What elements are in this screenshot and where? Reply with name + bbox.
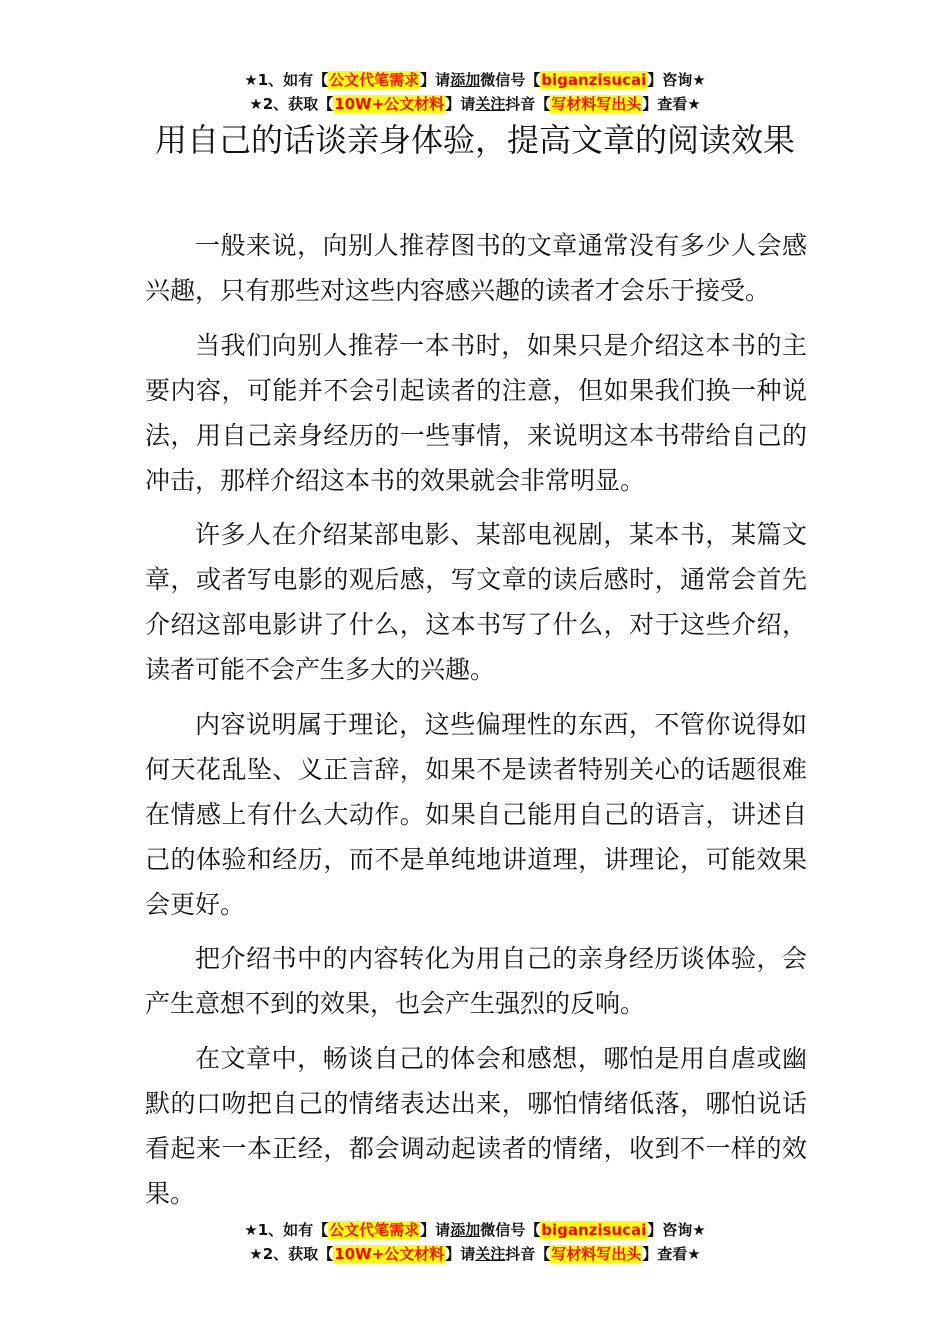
- paragraph: 把介绍书中的内容转化为用自己的亲身经历谈体验，会产生意想不到的效果，也会产生强烈的反响。: [145, 944, 807, 1018]
- ad-highlight: biganzisucai: [541, 71, 647, 89]
- ad-line-2: [0, 92, 950, 116]
- ad-line-2: [0, 1242, 950, 1266]
- ad-text: 抖音【: [505, 95, 551, 113]
- document-body: [145, 223, 807, 1225]
- ad-underline: 关注: [475, 95, 506, 113]
- ad-text: 微信号【: [480, 71, 541, 89]
- ad-text: ★2、获取【: [249, 95, 334, 113]
- ad-highlight: 10W+公文材料: [334, 1245, 445, 1263]
- ad-text: ★2、获取【: [249, 1245, 334, 1263]
- ad-text: 微信号【: [480, 1221, 541, 1239]
- paragraph: 在文章中，畅谈自己的体会和感想，哪怕是用自虐或幽默的口吻把自己的情绪表达出来，哪怕情绪低落，哪怕说话看起来一本正经，都会调动起读者的情绪，收到不一样的效果。: [145, 1043, 807, 1208]
- ad-highlight: 写材料写出头: [551, 95, 642, 113]
- ad-line-1: [0, 68, 950, 92]
- header-ad: [0, 68, 950, 116]
- ad-highlight: 公文代笔需求: [329, 71, 420, 89]
- footer-ad: [0, 1218, 950, 1266]
- ad-highlight: biganzisucai: [541, 1221, 647, 1239]
- ad-underline: 添加: [450, 1221, 481, 1239]
- document-title: 用自己的话谈亲身体验，提高文章的阅读效果: [154, 121, 795, 159]
- ad-text: 】查看★: [642, 1245, 701, 1263]
- ad-highlight: 10W+公文材料: [334, 95, 445, 113]
- ad-underline: 关注: [475, 1245, 506, 1263]
- ad-text: 】请: [420, 71, 451, 89]
- ad-underline: 添加: [450, 71, 481, 89]
- paragraph: 一般来说，向别人推荐图书的文章通常没有多少人会感兴趣，只有那些对这些内容感兴趣的读者才会乐于接受。: [145, 231, 807, 305]
- paragraph: 许多人在介绍某部电影、某部电视剧，某本书，某篇文章，或者写电影的观后感，写文章的读后感时，通常会首先介绍这部电影讲了什么，这本书写了什么，对于这些介绍，读者可能不会产生多大的兴趣。: [145, 520, 807, 684]
- ad-line-1: [0, 1218, 950, 1242]
- ad-highlight: 写材料写出头: [551, 1245, 642, 1263]
- ad-highlight: 公文代笔需求: [329, 1221, 420, 1239]
- ad-text: 】咨询★: [647, 71, 706, 89]
- ad-text: 】咨询★: [647, 1221, 706, 1239]
- ad-text: 】请: [445, 1245, 476, 1263]
- paragraph: 内容说明属于理论，这些偏理性的东西，不管你说得如何天花乱坠、义正言辞，如果不是读者特别关心的话题很难在情感上有什么大动作。如果自己能用自己的语言，讲述自己的体验和经历，而不是单纯地讲道理，讲理论，可能效果会更好。: [145, 709, 807, 919]
- paragraph: 当我们向别人推荐一本书时，如果只是介绍这本书的主要内容，可能并不会引起读者的注意，但如果我们换一种说法，用自己亲身经历的一些事情，来说明这本书带给自己的冲击，那样介绍这本书的效果就会非常明显。: [145, 330, 807, 495]
- ad-text: ★1、如有【: [244, 1221, 329, 1239]
- ad-text: 】请: [420, 1221, 451, 1239]
- ad-text: 抖音【: [505, 1245, 551, 1263]
- ad-text: 】查看★: [642, 95, 701, 113]
- ad-text: ★1、如有【: [244, 71, 329, 89]
- ad-text: 】请: [445, 95, 476, 113]
